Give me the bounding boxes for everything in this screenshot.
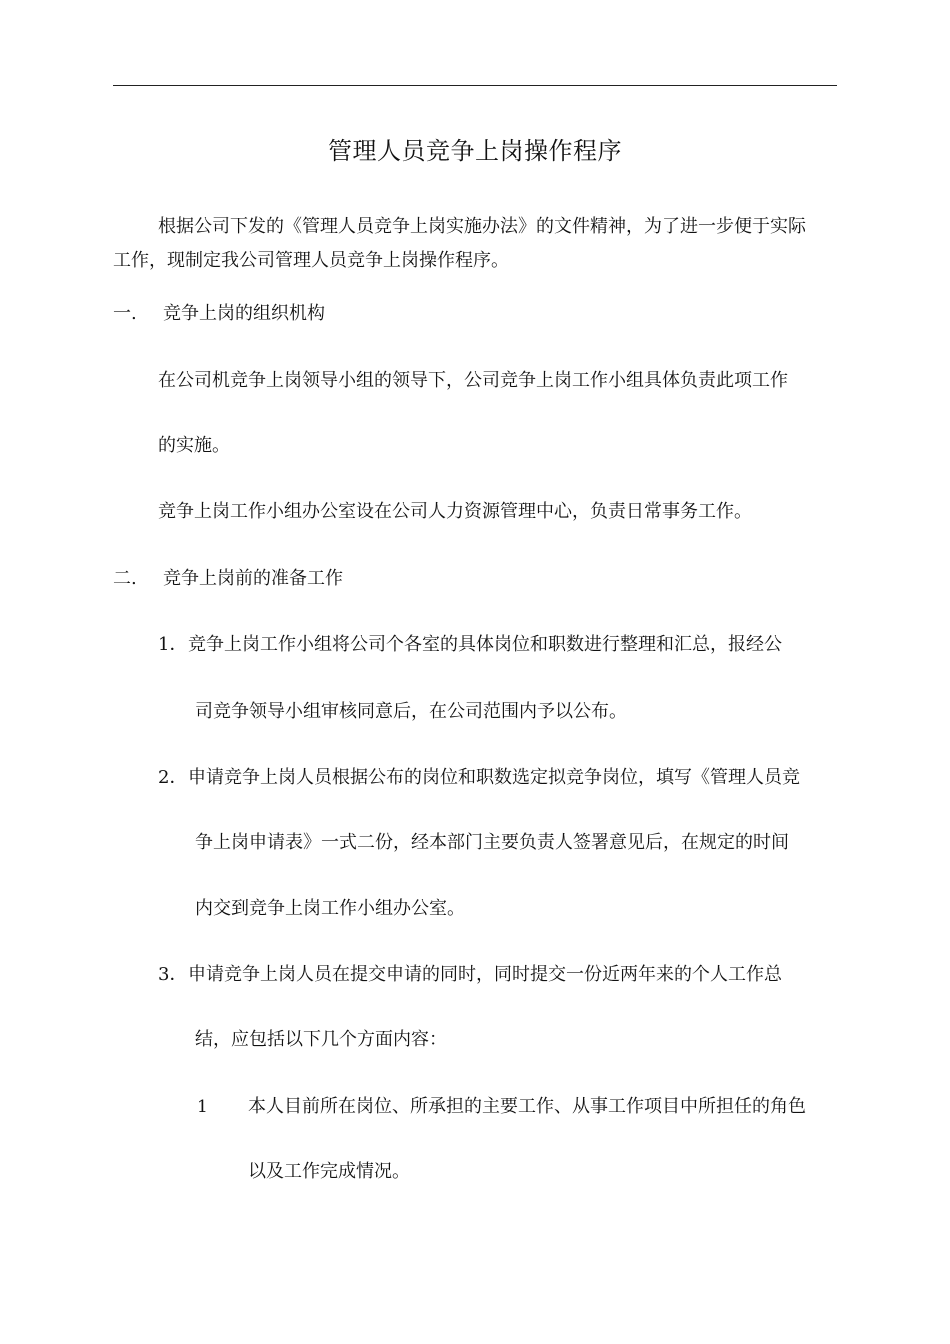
intro-line-1: 根据公司下发的《管理人员竞争上岗实施办法》的文件精神，为了进一步便于实际 xyxy=(158,216,806,237)
section-1-number: 一. xyxy=(113,303,137,324)
section-1-para-2-line-1: 竞争上岗工作小组办公室设在公司人力资源管理中心，负责日常事务工作。 xyxy=(158,501,752,522)
subitem-1-number: 1 xyxy=(197,1097,208,1117)
item-1-line-1: 竞争上岗工作小组将公司个各室的具体岗位和职数进行整理和汇总，报经公 xyxy=(188,634,782,655)
intro-line-2: 工作，现制定我公司管理人员竞争上岗操作程序。 xyxy=(113,250,509,271)
subitem-1-line-2: 以及工作完成情况。 xyxy=(248,1161,410,1182)
item-2-number: 2． xyxy=(158,767,188,788)
section-2-heading: 竞争上岗前的准备工作 xyxy=(163,568,343,589)
item-2-line-2: 争上岗申请表》一式二份，经本部门主要负责人签署意见后，在规定的时间 xyxy=(195,832,789,853)
item-3-number: 3． xyxy=(158,964,188,985)
section-1-para-1-line-1: 在公司机竞争上岗领导小组的领导下，公司竞争上岗工作小组具体负责此项工作 xyxy=(158,370,788,391)
item-1-number: 1． xyxy=(158,634,188,655)
section-1-heading: 竞争上岗的组织机构 xyxy=(163,303,325,324)
document-title: 管理人员竞争上岗操作程序 xyxy=(328,137,622,165)
item-2-line-1: 申请竞争上岗人员根据公布的岗位和职数选定拟竞争岗位，填写《管理人员竞 xyxy=(188,767,800,788)
header-rule xyxy=(113,85,837,86)
item-2-line-3: 内交到竞争上岗工作小组办公室。 xyxy=(195,898,465,919)
subitem-1-line-1: 本人目前所在岗位、所承担的主要工作、从事工作项目中所担任的角色 xyxy=(248,1096,806,1117)
item-1-line-2: 司竞争领导小组审核同意后，在公司范围内予以公布。 xyxy=(195,701,627,722)
section-1-para-1-line-2: 的实施。 xyxy=(158,435,230,456)
item-3-line-1: 申请竞争上岗人员在提交申请的同时，同时提交一份近两年来的个人工作总 xyxy=(188,964,782,985)
item-3-line-2: 结，应包括以下几个方面内容： xyxy=(195,1029,447,1050)
section-2-number: 二. xyxy=(113,568,137,589)
